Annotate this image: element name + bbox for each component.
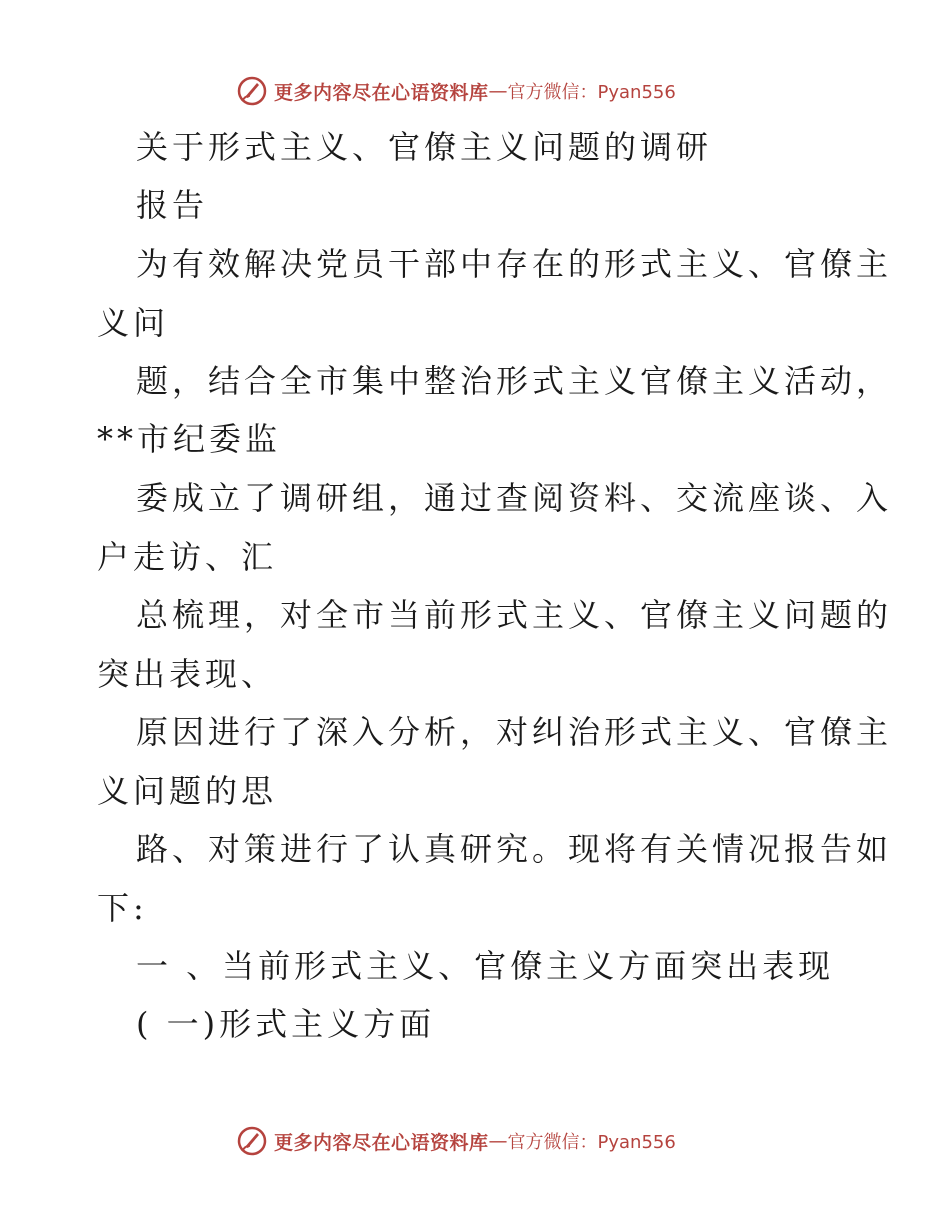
- doc-text-line: 路、对策进行了认真研究。现将有关情况报告如: [136, 830, 893, 868]
- watermark-contact: 官方微信：Pyan556: [507, 82, 676, 103]
- subsection-heading: ( 一)形式主义方面: [136, 1005, 436, 1043]
- quill-seal-icon: [236, 1125, 268, 1157]
- doc-text-line: 下:: [97, 889, 148, 927]
- doc-text-line: 义问: [97, 304, 170, 342]
- footer-watermark: [236, 1124, 676, 1158]
- watermark-brand: 更多内容尽在心语资料库: [274, 81, 489, 104]
- doc-text-line: 总梳理，对全市当前形式主义、官僚主义问题的: [136, 596, 893, 634]
- doc-text-line: 户走访、汇: [97, 538, 278, 576]
- doc-text-line: 题，结合全市集中整治形式主义官僚主义活动，: [136, 362, 893, 400]
- header-watermark: [236, 74, 676, 108]
- watermark-dash: —: [488, 1130, 508, 1152]
- section-heading: 一 、当前形式主义、官僚主义方面突出表现: [136, 947, 835, 985]
- doc-title-line-1: 关于形式主义、官僚主义问题的调研: [136, 128, 713, 166]
- doc-text-line: 委成立了调研组，通过查阅资料、交流座谈、入: [136, 479, 893, 517]
- quill-seal-icon: [236, 75, 268, 107]
- doc-text-line: 义问题的思: [97, 772, 278, 810]
- watermark-dash: —: [488, 80, 508, 102]
- doc-text-line: 为有效解决党员干部中存在的形式主义、官僚主: [136, 245, 893, 283]
- doc-text-line: 原因进行了深入分析，对纠治形式主义、官僚主: [136, 713, 893, 751]
- watermark-brand: 更多内容尽在心语资料库: [274, 1131, 489, 1154]
- doc-title-line-2: 报告: [136, 186, 209, 224]
- watermark-contact: 官方微信：Pyan556: [507, 1132, 676, 1153]
- doc-text-line: **市纪委监: [97, 420, 282, 458]
- doc-text-line: 突出表现、: [97, 655, 278, 693]
